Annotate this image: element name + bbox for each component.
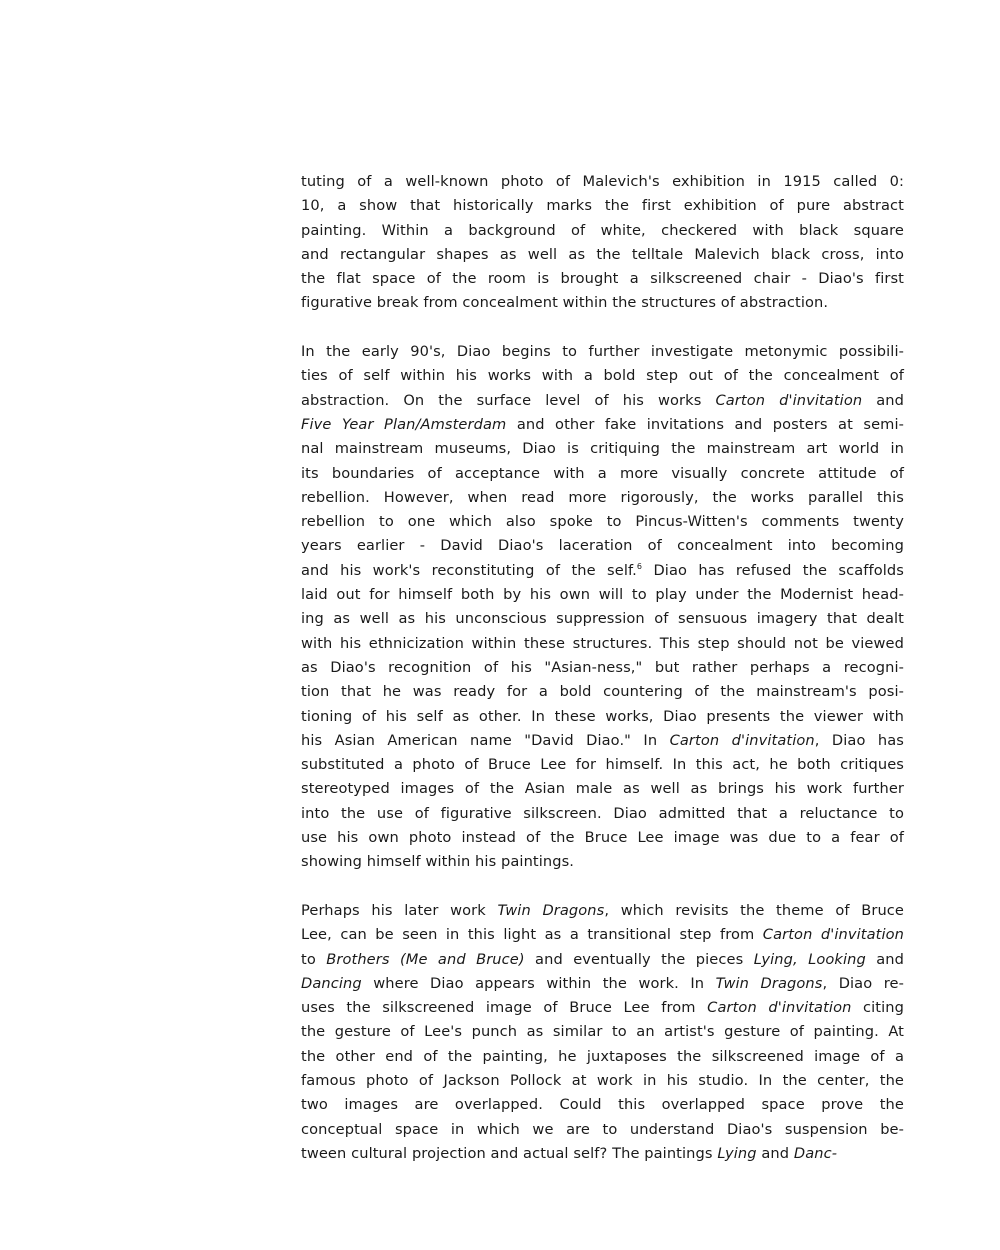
text-line: [301, 413, 904, 437]
text-run: uses the silkscreened image of Bruce Lee from: [301, 999, 708, 1017]
text-run: into the use of figurative silkscreen. Diao admitted that a reluctance to: [301, 804, 904, 822]
text-run: tween cultural projection and actual self? The paintings: [301, 1144, 718, 1162]
artwork-title: Lying, Looking: [753, 950, 866, 968]
text-run: the flat space of the room is brought a silkscreened chair - Diao's first: [301, 270, 904, 288]
artwork-title: Danc-: [793, 1144, 838, 1162]
text-run: 10, a show that historically marks the first exhibition of pure abstract: [301, 197, 904, 215]
artwork-title: Carton d'invitation: [715, 391, 863, 409]
text-line: [301, 632, 904, 656]
footnote-marker: 6: [636, 561, 643, 571]
text-run: , which revisits the theme of Bruce: [604, 901, 905, 919]
text-line: [301, 705, 904, 729]
text-run: rebellion. However, when read more rigorously, the works parallel this: [301, 488, 904, 506]
text-line: [301, 267, 904, 291]
text-run: as Diao's recognition of his "Asian-ness," but rather perhaps a recogni-: [301, 658, 904, 676]
paragraph-1: [301, 170, 904, 316]
text-run: , Diao re-: [822, 974, 904, 992]
text-line: [301, 1118, 904, 1142]
text-line: [301, 680, 904, 704]
artwork-title: Five Year Plan/Amsterdam: [301, 415, 507, 433]
paragraph-gap: [301, 875, 904, 899]
text-run: figurative break from concealment within the structures of abstraction.: [301, 294, 829, 312]
text-run: its boundaries of acceptance with a more visually concrete attitude of: [301, 464, 904, 482]
artwork-title: Carton d'invitation: [669, 731, 815, 749]
text-run: and: [756, 1144, 794, 1162]
paragraph-3: [301, 899, 904, 1166]
text-line: [301, 1142, 904, 1166]
text-run: and: [865, 950, 905, 968]
text-line: [301, 1020, 904, 1044]
text-run: with his ethnicization within these structures. This step should not be viewed: [301, 634, 904, 652]
text-run: abstraction. On the surface level of his works: [301, 391, 716, 409]
text-line: [301, 389, 904, 413]
text-line: [301, 753, 904, 777]
text-line: [301, 170, 904, 194]
text-line: [301, 802, 904, 826]
text-line: [301, 219, 904, 243]
text-run: famous photo of Jackson Pollock at work in his studio. In the center, the: [301, 1071, 904, 1089]
text-line: [301, 826, 904, 850]
text-run: where Diao appears within the work. In: [361, 974, 716, 992]
text-line: [301, 194, 904, 218]
artwork-title: Carton d'invitation: [762, 926, 904, 944]
artwork-title: Carton d'invitation: [707, 999, 852, 1017]
text-run: Perhaps his later work: [301, 901, 498, 919]
artwork-title: Twin Dragons: [497, 901, 605, 919]
text-line: [301, 996, 904, 1020]
text-run: In the early 90's, Diao begins to further investigate metonymic possibili-: [301, 343, 904, 361]
text-line: [301, 534, 904, 558]
artwork-title: Dancing: [301, 974, 362, 992]
text-line: [301, 1093, 904, 1117]
text-run: the other end of the painting, he juxtaposes the silkscreened image of a: [301, 1047, 904, 1065]
text-run: his Asian American name "David Diao." In: [301, 731, 670, 749]
text-line: [301, 777, 904, 801]
paragraph-2: [301, 340, 904, 875]
text-line: [301, 729, 904, 753]
text-line: [301, 486, 904, 510]
text-run: two images are overlapped. Could this overlapped space prove the: [301, 1096, 904, 1114]
text-line: [301, 291, 904, 315]
text-line: [301, 559, 904, 583]
text-run: substituted a photo of Bruce Lee for himself. In this act, he both critiques: [301, 756, 904, 774]
artwork-title: Twin Dragons: [715, 974, 823, 992]
text-run: tuting of a well-known photo of Malevich's exhibition in 1915 called 0:: [301, 173, 904, 190]
text-line: [301, 656, 904, 680]
text-line: [301, 972, 904, 996]
text-run: tion that he was ready for a bold countering of the mainstream's posi-: [301, 683, 904, 701]
text-run: and: [862, 391, 905, 409]
text-line: [301, 583, 904, 607]
text-run: painting. Within a background of white, checkered with black square: [301, 221, 904, 239]
text-line: [301, 437, 904, 461]
text-line: [301, 607, 904, 631]
text-run: tioning of his self as other. In these works, Diao presents the viewer with: [301, 707, 904, 725]
text-run: conceptual space in which we are to understand Diao's suspension be-: [301, 1120, 904, 1138]
text-run: rebellion to one which also spoke to Pincus-Witten's comments twenty: [301, 513, 904, 531]
text-run: Lee, can be seen in this light as a transitional step from: [301, 926, 763, 944]
text-line: [301, 510, 904, 534]
text-run: , Diao has: [814, 731, 904, 749]
text-line: [301, 923, 904, 947]
text-line: [301, 462, 904, 486]
text-run: and his work's reconstituting of the self.: [301, 561, 637, 579]
text-run: Diao has refused the scaffolds: [642, 561, 904, 579]
text-run: years earlier - David Diao's laceration of concealment into becoming: [301, 537, 904, 555]
text-run: ties of self within his works with a bold step out of the concealment of: [301, 367, 904, 385]
text-line: [301, 243, 904, 267]
text-line: [301, 899, 904, 923]
text-line: [301, 850, 904, 874]
artwork-title: Brothers (Me and Bruce): [326, 950, 525, 968]
text-run: and other fake invitations and posters at semi-: [506, 415, 904, 433]
artwork-title: Lying: [717, 1144, 757, 1162]
text-line: [301, 948, 904, 972]
text-run: showing himself within his paintings.: [301, 853, 575, 871]
text-line: [301, 1045, 904, 1069]
text-run: and eventually the pieces: [524, 950, 754, 968]
text-run: stereotyped images of the Asian male as well as brings his work further: [301, 780, 904, 798]
text-run: the gesture of Lee's punch as similar to an artist's gesture of painting. At: [301, 1023, 904, 1041]
text-line: [301, 340, 904, 364]
text-run: nal mainstream museums, Diao is critiquing the mainstream art world in: [301, 440, 904, 458]
paragraph-gap: [301, 316, 904, 340]
text-run: laid out for himself both by his own will to play under the Modernist head-: [301, 586, 904, 604]
text-run: and rectangular shapes as well as the telltale Malevich black cross, into: [301, 245, 904, 263]
text-line: [301, 1069, 904, 1093]
text-run: ing as well as his unconscious suppression of sensuous imagery that dealt: [301, 610, 904, 628]
text-run: use his own photo instead of the Bruce Lee image was due to a fear of: [301, 829, 904, 847]
text-line: [301, 364, 904, 388]
body-text-column: [301, 170, 904, 1166]
text-run: citing: [851, 999, 904, 1017]
text-run: to: [301, 950, 327, 968]
